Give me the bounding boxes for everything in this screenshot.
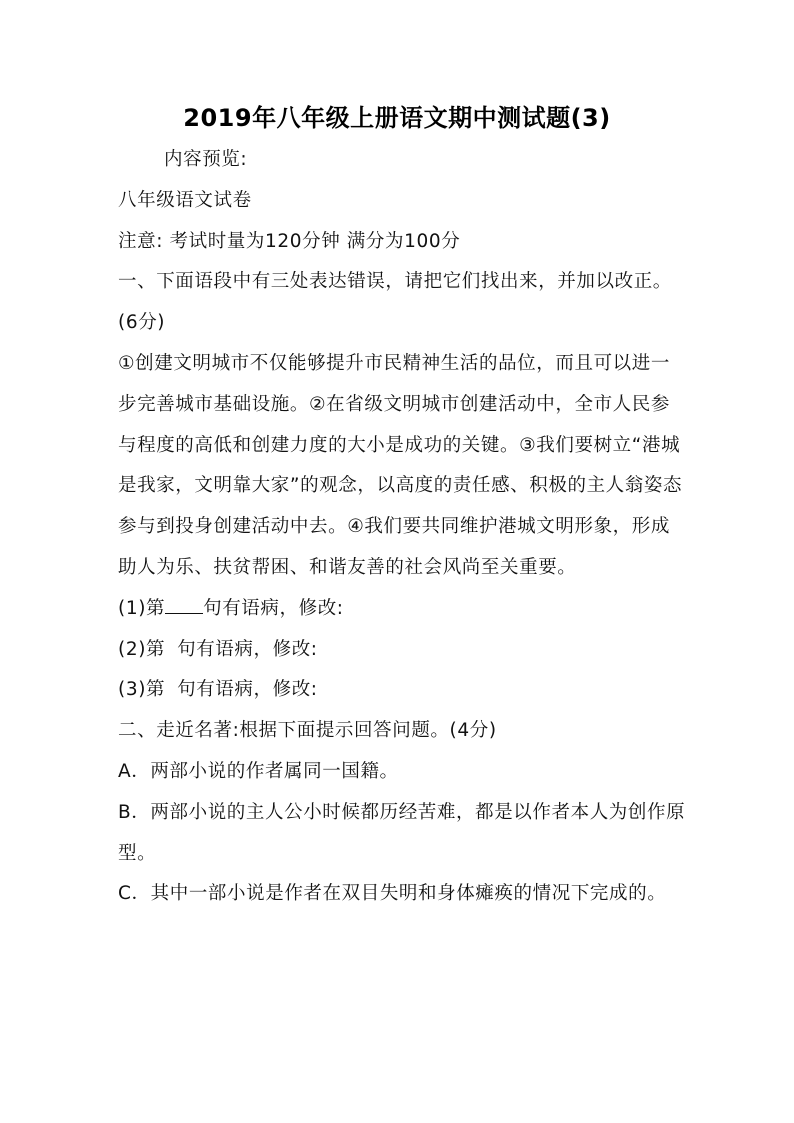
section-2-item-b: B．两部小说的主人公小时候都历经苦难，都是以作者本人为创作原型。 bbox=[118, 801, 686, 864]
exam-notice: 注意: 考试时量为120分钟 满分为100分 bbox=[118, 230, 461, 252]
answer-blank bbox=[165, 595, 203, 614]
question-3-suffix: 句有语病，修改: bbox=[177, 679, 318, 701]
preview-label: 内容预览: bbox=[164, 149, 248, 170]
document-body bbox=[118, 140, 686, 915]
section-2-item-c: C．其中一部小说是作者在双目失明和身体瘫痪的情况下完成的。 bbox=[118, 883, 667, 905]
question-1 bbox=[118, 589, 686, 630]
question-2 bbox=[118, 630, 686, 671]
section-1-heading: 一、下面语段中有三处表达错误，请把它们找出来，并加以改正。(6分) bbox=[118, 271, 672, 334]
document-title: 2019年八年级上册语文期中测试题(3) bbox=[183, 104, 611, 132]
section-2-item-a: A．两部小说的作者属同一国籍。 bbox=[118, 760, 399, 782]
exam-name: 八年级语文试卷 bbox=[118, 189, 252, 211]
question-2-prefix: (2)第 bbox=[118, 638, 166, 660]
question-3 bbox=[118, 670, 686, 711]
section-2-heading: 二、走近名著:根据下面提示回答问题。(4分) bbox=[118, 720, 497, 742]
question-3-prefix: (3)第 bbox=[118, 679, 166, 701]
question-1-suffix: 句有语病，修改: bbox=[203, 597, 344, 619]
section-1-passage: ①创建文明城市不仅能够提升市民精神生活的品位，而且可以进一步完善城市基础设施。②在省级文明城市创建活动中，全市人民参与程度的高低和创建力度的大小是成功的关键。③我们要树立“港城是我家，文明靠大家”的观念，以高度的责任感、积极的主人翁姿态参与到投身创建活动中去。④我们要共同维护港城文明形象，形成助人为乐、扶贫帮困、和谐友善的社会风尚至关重要。 bbox=[118, 352, 683, 578]
question-2-suffix: 句有语病，修改: bbox=[177, 638, 318, 660]
question-1-prefix: (1)第 bbox=[118, 597, 166, 619]
